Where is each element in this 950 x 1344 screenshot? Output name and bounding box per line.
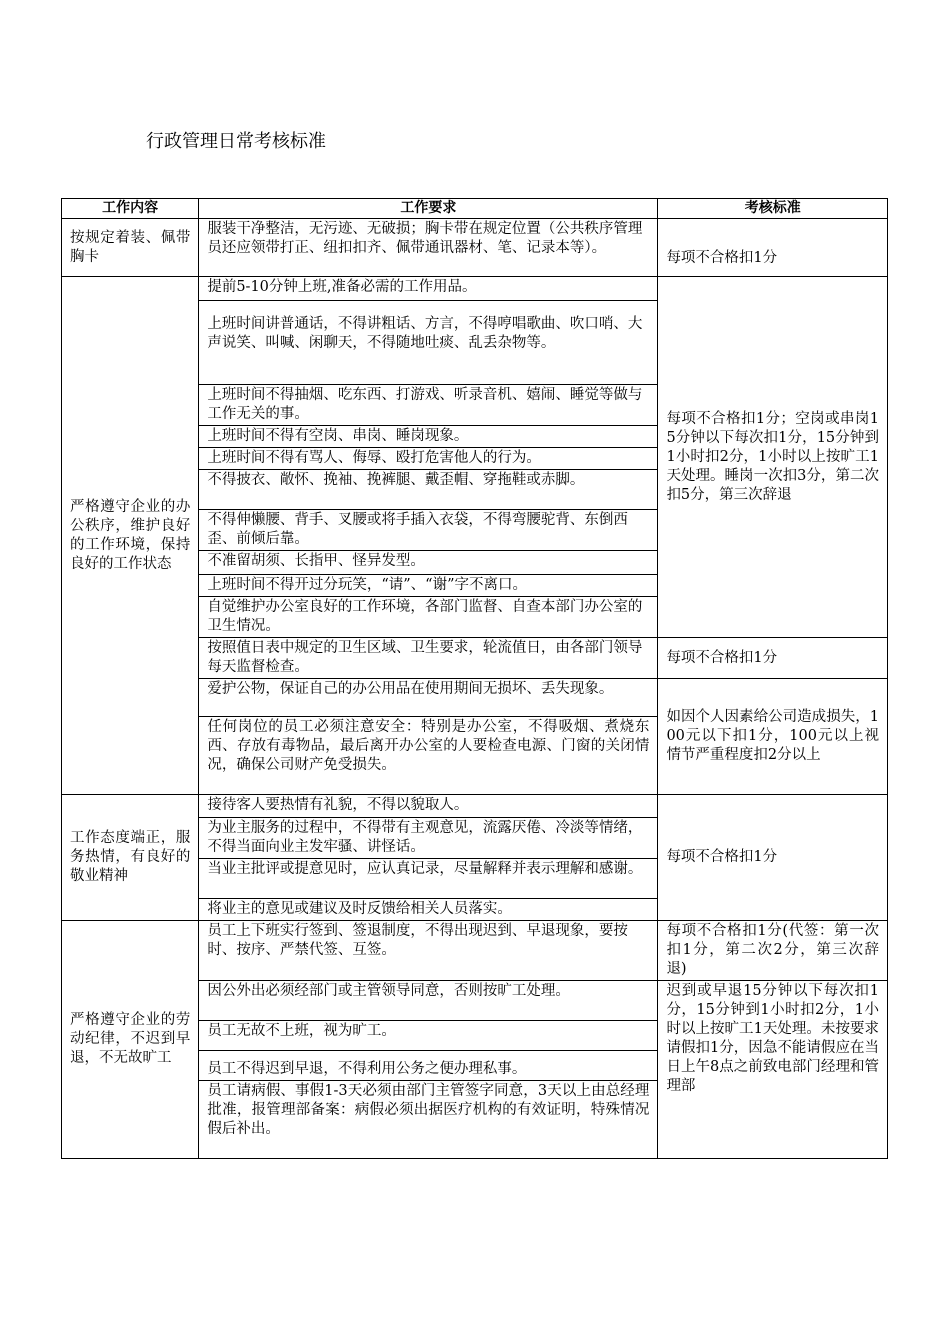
work-content-cell: 按规定着装、佩带胸卡 xyxy=(62,219,199,277)
header-assessment-standard: 考核标准 xyxy=(658,199,888,219)
standard-cell: 如因个人因素给公司造成损失，100元以下扣1分，100元以上视情节严重程度扣2分以上 xyxy=(658,679,888,795)
standard-cell: 每项不合格扣1分；空岗或串岗15分钟以下每次扣1分，15分钟到1小时扣2分，1小时以上按旷工1天处理。睡岗一次扣3分，第二次扣5分，第三次辞退 xyxy=(658,277,888,638)
requirement-cell: 上班时间不得有空岗、串岗、睡岗现象。 xyxy=(199,426,658,448)
requirement-cell: 服装干净整洁，无污迹、无破损；胸卡带在规定位置（公共秩序管理员还应领带打正、纽扣扣齐、佩带通讯器材、笔、记录本等）。 xyxy=(199,219,658,277)
requirement-cell: 不准留胡须、长指甲、怪异发型。 xyxy=(199,551,658,575)
standard-cell: 每项不合格扣1分 xyxy=(658,795,888,921)
requirement-cell: 为业主服务的过程中，不得带有主观意见，流露厌倦、冷淡等情绪，不得当面向业主发牢骚、讲怪话。 xyxy=(199,818,658,859)
header-work-requirements: 工作要求 xyxy=(199,199,658,219)
table-header-row xyxy=(62,199,888,219)
work-content-cell: 工作态度端正，服务热情，有良好的敬业精神 xyxy=(62,795,199,921)
requirement-cell: 员工不得迟到早退，不得利用公务之便办理私事。 xyxy=(199,1051,658,1081)
requirement-cell: 上班时间不得有骂人、侮辱、殴打危害他人的行为。 xyxy=(199,448,658,470)
requirement-cell: 不得披衣、敞怀、挽袖、挽裤腿、戴歪帽、穿拖鞋或赤脚。 xyxy=(199,470,658,510)
standard-cell: 每项不合格扣1分 xyxy=(658,219,888,277)
requirement-cell: 接待客人要热情有礼貌，不得以貌取人。 xyxy=(199,795,658,818)
work-content-cell: 严格遵守企业的办公秩序，维护良好的工作环境，保持良好的工作状态 xyxy=(62,277,199,795)
table-row xyxy=(62,219,888,277)
standard-cell: 迟到或早退15分钟以下每次扣1分，15分钟到1小时扣2分，1小时以上按旷工1天处理。未按要求请假扣1分，因急不能请假应在当日上午8点之前致电部门经理和管理部 xyxy=(658,981,888,1159)
table-row xyxy=(62,921,888,981)
requirement-cell: 因公外出必须经部门或主管领导同意，否则按旷工处理。 xyxy=(199,981,658,1021)
assessment-table xyxy=(61,198,888,1159)
requirement-cell: 按照值日表中规定的卫生区域、卫生要求，轮流值日，由各部门领导每天监督检查。 xyxy=(199,638,658,679)
table-row xyxy=(62,277,888,301)
requirement-cell: 上班时间讲普通话，不得讲粗话、方言，不得哼唱歌曲、吹口哨、大声说笑、叫喊、闲聊天，不得随地吐痰、乱丢杂物等。 xyxy=(199,301,658,385)
requirement-cell: 任何岗位的员工必须注意安全：特别是办公室，不得吸烟、煮烧东西、存放有毒物品，最后离开办公室的人要检查电源、门窗的关闭情况，确保公司财产免受损失。 xyxy=(199,717,658,795)
requirement-cell: 当业主批评或提意见时，应认真记录，尽量解释并表示理解和感谢。 xyxy=(199,859,658,899)
requirement-cell: 将业主的意见或建议及时反馈给相关人员落实。 xyxy=(199,899,658,921)
standard-cell: 每项不合格扣1分(代签：第一次扣1分，第二次2分，第三次辞退) xyxy=(658,921,888,981)
requirement-cell: 员工上下班实行签到、签退制度，不得出现迟到、早退现象，要按时、按序、严禁代签、互签。 xyxy=(199,921,658,981)
standard-cell: 每项不合格扣1分 xyxy=(658,638,888,679)
requirement-cell: 自觉维护办公室良好的工作环境，各部门监督、自查本部门办公室的卫生情况。 xyxy=(199,597,658,638)
document-title: 行政管理日常考核标准 xyxy=(146,131,326,152)
work-content-cell: 严格遵守企业的劳动纪律，不迟到早退，不无故旷工 xyxy=(62,921,199,1159)
requirement-cell: 员工无故不上班，视为旷工。 xyxy=(199,1021,658,1051)
requirement-cell: 爱护公物，保证自己的办公用品在使用期间无损坏、丢失现象。 xyxy=(199,679,658,717)
requirement-cell: 上班时间不得抽烟、吃东西、打游戏、听录音机、嬉闹、睡觉等做与工作无关的事。 xyxy=(199,385,658,426)
requirement-cell: 上班时间不得开过分玩笑，“请”、“谢”字不离口。 xyxy=(199,575,658,597)
table-row xyxy=(62,795,888,818)
requirement-cell: 提前5-10分钟上班,准备必需的工作用品。 xyxy=(199,277,658,301)
requirement-cell: 不得伸懒腰、背手、叉腰或将手插入衣袋，不得弯腰驼背、东倒西歪、前倾后靠。 xyxy=(199,510,658,551)
requirement-cell: 员工请病假、事假1-3天必须由部门主管签字同意，3天以上由总经理批准，报管理部备案：病假必须出据医疗机构的有效证明，特殊情况假后补出。 xyxy=(199,1081,658,1159)
header-work-content: 工作内容 xyxy=(62,199,199,219)
